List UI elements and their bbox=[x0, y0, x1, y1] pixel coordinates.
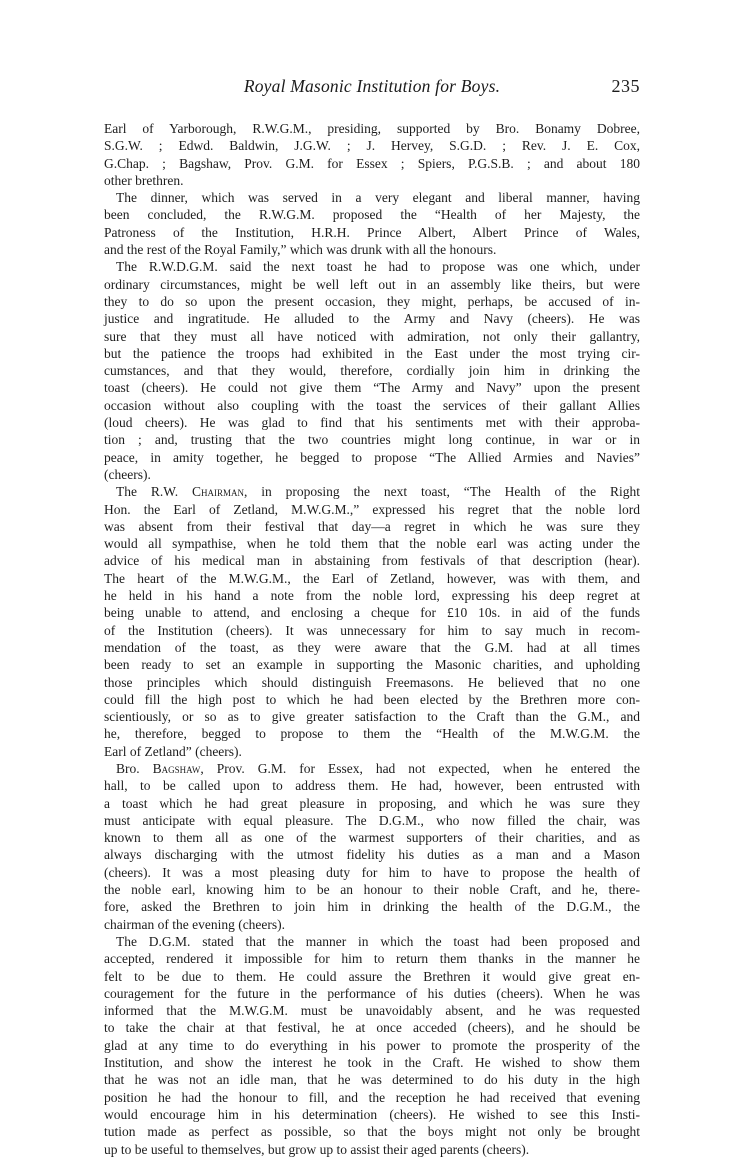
article-body bbox=[104, 120, 640, 1158]
text-line: Patroness of the Institution, H.R.H. Prince Albert, Albert Prince of Wales, bbox=[104, 224, 640, 240]
text-line: up to be useful to themselves, but grow up to assist their aged parents (cheers). bbox=[104, 1141, 530, 1157]
text-line: must anticipate with equal pleasure. The D.G.M., who now filled the chair, was bbox=[104, 812, 640, 828]
text-line: peace, in amity together, he begged to propose “The Allied Armies and Navies” bbox=[104, 449, 640, 465]
text-line: accepted, rendered it impossible for him to return them thanks in the manner he bbox=[104, 951, 640, 967]
text-line: Earl of Yarborough, R.W.G.M., presiding, supported by Bro. Bonamy Dobree, bbox=[104, 121, 640, 136]
text-line: the noble earl, knowing him to be an honour to their noble Craft, and he, there- bbox=[104, 882, 640, 898]
text-line: always discharging with the utmost fidelity his duties as a man and a Mason bbox=[104, 847, 640, 863]
paragraph bbox=[104, 120, 640, 189]
text-line: hall, to be called upon to address them. He had, however, been entrusted with bbox=[104, 778, 640, 794]
text-line: Institution, and show the interest he took in the Craft. He wished to show them bbox=[104, 1055, 640, 1071]
text-line: Bro. Bagshaw, Prov. G.M. for Essex, had not expected, when he entered the bbox=[116, 760, 640, 776]
text-line: cumstances, and that they would, therefore, cordially join him in drinking the bbox=[104, 363, 640, 379]
text-line: occasion without also coupling with the toast the services of their gallant Allies bbox=[104, 397, 640, 413]
text-line: couragement for the future in the performance of his duties (cheers). When he was bbox=[104, 985, 640, 1001]
text-line: those principles which should distinguish Freemasons. He believed that no one bbox=[104, 674, 640, 690]
text-line: to take the chair at that festival, he at once acceded (cheers), and he should be bbox=[104, 1020, 640, 1036]
text-line: of the Institution (cheers). It was unnecessary for him to say much in recom- bbox=[104, 622, 640, 638]
text-line: (cheers). It was a most pleasing duty for him to have to propose the health of bbox=[104, 864, 640, 880]
paragraph bbox=[104, 933, 640, 1158]
text-line: The R.W. Chairman, in proposing the next toast, “The Health of the Right bbox=[116, 484, 640, 500]
text-line: ordinary circumstances, might be well left out in an assembly like theirs, but were bbox=[104, 276, 640, 292]
text-line: Hon. the Earl of Zetland, M.W.G.M.,” expressed his regret that the noble lord bbox=[104, 501, 640, 517]
text-line: G.Chap. ; Bagshaw, Prov. G.M. for Essex ; Spiers, P.G.S.B. ; and about 180 bbox=[104, 155, 640, 171]
text-line: been ready to set an example in supporting the Masonic charities, and upholding bbox=[104, 657, 640, 673]
text-line: he held in his hand a note from the noble lord, expressing his deep regret at bbox=[104, 588, 640, 604]
text-line: other brethren. bbox=[104, 172, 184, 188]
text-line: would encourage him in his determination (cheers). He wished to see this Insti- bbox=[104, 1106, 640, 1122]
text-line: The heart of the M.W.G.M., the Earl of Zetland, however, was with them, and bbox=[104, 570, 640, 586]
text-line: been concluded, the R.W.G.M. proposed the “Health of her Majesty, the bbox=[104, 207, 640, 223]
paragraph bbox=[104, 483, 640, 760]
text-line: The D.G.M. stated that the manner in which the toast had been proposed and bbox=[116, 933, 640, 949]
text-line: was absent from their festival that day—a regret in which he was sure they bbox=[104, 518, 640, 534]
text-line: (loud cheers). He was glad to find that his sentiments met with their approba- bbox=[104, 415, 640, 431]
running-title: Royal Masonic Institution for Boys. bbox=[243, 76, 501, 96]
text-line: position he had the honour to fill, and the reception he had received that evening bbox=[104, 1089, 640, 1105]
text-line: felt to be due to them. He could assure the Brethren it would give great en- bbox=[104, 968, 640, 984]
text-line: (cheers). bbox=[104, 466, 151, 482]
text-line: that he was not an idle man, that he was determined to do his duty in the high bbox=[104, 1072, 640, 1088]
text-line: they to do so upon the present occasion, they might, perhaps, be accused of in- bbox=[104, 293, 640, 309]
text-line: known to them all as one of the warmest supporters of their charities, and as bbox=[104, 830, 640, 846]
running-header bbox=[104, 76, 640, 102]
paragraph bbox=[104, 258, 640, 483]
page-number: 235 bbox=[611, 76, 640, 96]
text-line: mendation of the toast, as they were aware that the G.M. had at all times bbox=[104, 639, 640, 655]
text-line: justice and ingratitude. He alluded to the Army and Navy (cheers). He was bbox=[104, 311, 640, 327]
text-line: sure that they must all have noticed with admiration, not only their gallantry, bbox=[104, 328, 640, 344]
text-line: and the rest of the Royal Family,” which was drunk with all the honours. bbox=[104, 242, 497, 258]
text-line: but the patience the troops had exhibited in the East under the most trying cir- bbox=[104, 345, 640, 361]
text-line: he, therefore, begged to propose to them the “Health of the M.W.G.M. the bbox=[104, 726, 640, 742]
text-line: tution made as perfect as possible, so that the boys might not only be brought bbox=[104, 1124, 640, 1140]
text-line: chairman of the evening (cheers). bbox=[104, 916, 286, 932]
text-line: a toast which he had great pleasure in proposing, and which he was sure they bbox=[104, 795, 640, 811]
text-line: would all sympathise, when he told them that the noble earl was acting under the bbox=[104, 536, 640, 552]
text-line: scientiously, or so as to give greater satisfaction to the Craft than the G.M., and bbox=[104, 709, 640, 725]
text-line: advice of his medical man in abstaining from festivals of that description (hear). bbox=[104, 553, 640, 569]
text-line: glad at any time to do everything in his power to promote the prosperity of the bbox=[104, 1037, 640, 1053]
text-line: informed that the M.W.G.M. must be unavoidably absent, and he was requested bbox=[104, 1003, 640, 1019]
text-line: tion ; and, trusting that the two countries might long continue, in war or in bbox=[104, 432, 640, 448]
paragraph bbox=[104, 189, 640, 258]
text-line: Earl of Zetland” (cheers). bbox=[104, 743, 242, 759]
text-line: S.G.W. ; Edwd. Baldwin, J.G.W. ; J. Hervey, S.G.D. ; Rev. J. E. Cox, bbox=[104, 138, 640, 154]
text-line: fore, asked the Brethren to join him in drinking the health of the D.G.M., the bbox=[104, 899, 640, 915]
text-line: could fill the high post to which he had been elected by the Brethren more con- bbox=[104, 691, 640, 707]
text-line: The R.W.D.G.M. said the next toast he had to propose was one which, under bbox=[116, 259, 640, 275]
paragraph bbox=[104, 760, 640, 933]
text-line: The dinner, which was served in a very elegant and liberal manner, having bbox=[116, 190, 640, 206]
text-line: being unable to attend, and enclosing a cheque for £10 10s. in aid of the funds bbox=[104, 605, 640, 621]
text-line: toast (cheers). He could not give them “The Army and Navy” upon the present bbox=[104, 380, 640, 396]
